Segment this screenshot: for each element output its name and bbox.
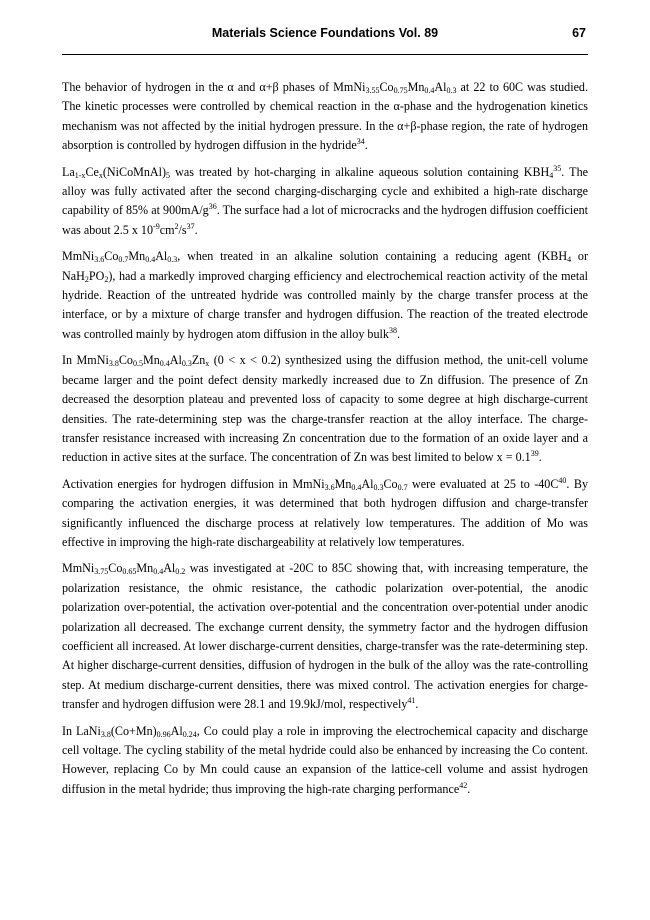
paragraph-1: The behavior of hydrogen in the α and α+β phases of $MmNi_{3.55}Co_{0.75}Mn_{0.4}Al_{0.3}$ at 22 to 60C was studied. The kinetic processes were controlled by chemical reaction in the α-phase and the hydrogenation kinetics mechanism was not affected by the initial hydrogen pressure. In the α+β-phase region, the rate of hydrogen absorption is controlled by hydrogen diffusion in the hydride$^{34}$. [62,80,589,153]
page-number: 67 [572,26,586,40]
paragraph-3: $MmNi_{3.6}Co_{0.7}Mn_{0.4}Al_{0.3}$, when treated in an alkaline solution containing a reducing agent ($KBH_4$ or $NaH_2PO_2$), had a markedly improved charging efficiency and electrochemical reaction activity of the metal hydride. Reaction of the untreated hydride was controlled mainly by the charge transfer process at the interface, or by a mixture of charge transfer and hydrogen diffusion. The reaction of the treated electrode was controlled mainly by hydrogen atom diffusion in the alloy bulk$^{38}$. [62,249,588,341]
citation-41: 41 [407,696,416,706]
citation-35: 35 [553,163,562,173]
citation-40: 40 [558,475,567,485]
citation-36: 36 [208,202,217,212]
paragraph-2: $La_{1-x}Ce_x(NiCoMnAl)_5$ was treated by hot-charging in alkaline aqueous solution containing $KBH_4^{35}$. The alloy was fully activated after the second charging-discharging cycle and exhibited a high-rate discharge capability of 85% at $900mA/g^{36}$. The surface had a lot of microcracks and the hydrogen diffusion coefficient was about 2.5 x $10^{-9}cm^2/s^{37}$. [62,163,589,237]
citation-42: 42 [459,780,468,790]
citation-34: 34 [356,137,365,147]
paragraph-5: Activation energies for hydrogen diffusion in $MmNi_{3.6}Mn_{0.4}Al_{0.3}Co_{0.7}$ were evaluated at 25 to $-40C^{40}$. By comparing the activation energies, it was determined that both hydrogen diffusion and charge-transfer significantly influenced the discharge process at relatively low temperatures. The addition of Mo was effective in improving the high-rate dischargeability at relatively low temperatures. [62,475,588,549]
citation-37: 37 [186,221,195,231]
body-text [62,78,588,806]
paragraph-4: In $MmNi_{3.8}Co_{0.5}Mn_{0.4}Al_{0.3}Zn_x$ (0 < x < 0.2) synthesized using the diffusion method, the unit-cell volume became larger and the point defect density markedly increased due to Zn diffusion. The presence of Zn decreased the desorption plateau and prevented loss of capacity to some degree at high discharge-current densities. The rate-determining step was the charge-transfer reaction at the alloy interface. The charge-transfer resistance increased with increasing Zn concentration due to the formation of an oxide layer and a reduction in active sites at the surface. The concentration of Zn was best limited to below $x = 0.1^{39}$. [62,353,588,465]
paragraph-6: $MmNi_{3.75}Co_{0.65}Mn_{0.4}Al_{0.2}$ was investigated at -20C to 85C showing that, with increasing temperature, the polarization resistance, the ohmic resistance, the cathodic polarization over-potential, the anodic polarization over-potential, the activation over-potential and the concentration over-potential under anodic polarization all decreased. The exchange current density, the symmetry factor and the hydrogen diffusion coefficient all increased. At lower discharge-current densities, charge-transfer was the rate-determining step. At higher discharge-current densities, diffusion of hydrogen in the bulk of the alloy was the rate-controlling step. At medium discharge-current densities, there was mixed control. The activation energies for charge-transfer and hydrogen diffusion were 28.1 and 19.9kJ/mol, respectively$^{41}$. [62,561,588,712]
journal-title: Materials Science Foundations Vol. 89 [211,26,439,40]
citation-38: 38 [388,325,397,335]
citation-39: 39 [530,449,539,459]
paragraph-7: In $LaNi_{3.8}(Co+Mn)_{0.96}Al_{0.24}$, Co could play a role in improving the electrochemical capacity and discharge cell voltage. The cycling stability of the metal hydride could also be enhanced by increasing the Co content. However, replacing Co by Mn could cause an expansion of the lattice-cell volume and assist hydrogen diffusion in the metal hydride; thus improving the high-rate charging performance$^{42}$. [62,723,588,796]
running-header [62,22,588,55]
